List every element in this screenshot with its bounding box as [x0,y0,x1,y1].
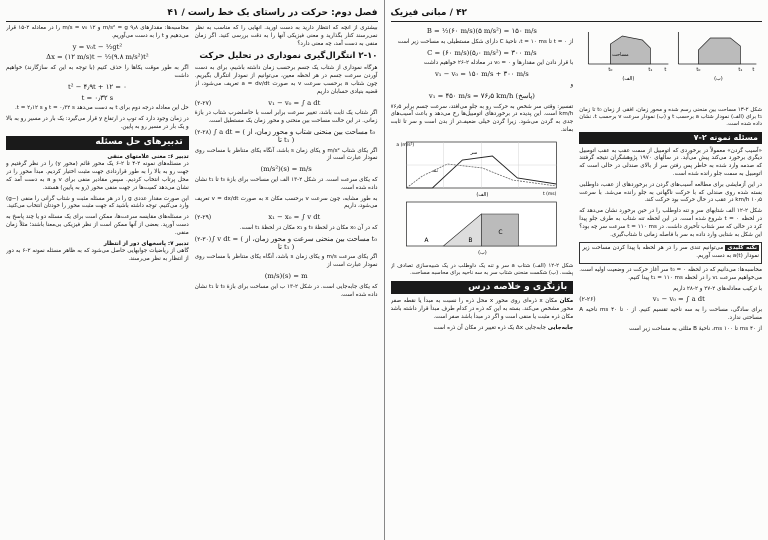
paragraph: اگر شتاب یک ثابت باشد، تغییر سرعت برابر است با حاصلضرب شتاب در بازهٔ زمانی. در این حالت مساحت بین منحنی و محور زمان یک مستطیل است. [194,110,378,125]
paragraph: از ۴۰ ms تا ۱۰۰ ms، ناحیهٔ B مثلثی به مساحت زیر است [629,325,762,332]
region-c-label: C [497,228,503,236]
paragraph: به طور مشابه، چون سرعت v برحسب مکان x به صورت v = dx/dt تعریف می‌شود، داریم [194,195,378,210]
key-idea-text: می‌توانیم تندی سر را در هر لحظه با پیدا کردن مساحت زیر نمودار a(t) به دست آوریم. [582,245,759,260]
equation-text: v₁ − v₀ = ∫ a dt [652,295,705,304]
paragraph: هرگاه نموداری از شتاب یک جسم برحسب زمان داشته باشیم، برای به دست آوردن سرعت جسم در هر لحظه معین، می‌توانیم از نمودار انتگرال بگیریم. چون شتاب a برحسب سرعت v به صورت a = dv/dt تعریف می‌شود، از قضیه بنیادی حسابان داریم [194,65,378,95]
term-position: مکان [559,298,574,305]
term-displacement-text: جابه‌جایی Δx یک ذره تغییر در مکان آن ذره است [433,324,546,331]
paragraph: برای سادگی، مساحت را به سه ناحیه تقسیم کنیم. از ۰ تا ۴۰ ms ناحیه A مساحتی ندارد. [579,307,762,321]
figure-caption: شکل ۲-۱۳ مساحت بین منحنی رسم شده و محور زمان، افقی از زمان t₀ تا زمان t₁ برای (الف) نمودار شتاب a برحسب t و (ب) نمودار سرعت v برحسب t، نشان داده شده است. [579,106,762,127]
equation-2-26 [579,296,762,304]
area-under-curve-figure [579,28,762,100]
equation: Δx = (۱۲ m/s)t − ½(۹.۸ m/s²)t² [46,53,149,62]
paragraph: اگر یکای سرعت m/s و یکای زمان s باشد، آنگاه یکای متناظر با مساحت روی نمودار عبارت است از [194,254,378,269]
panel-a-label: (الف) [475,191,488,198]
y-axis-label: a (m/s²) [395,142,414,148]
summary-displacement [391,325,574,333]
column-1 [579,25,762,536]
x-axis-label: t [664,67,667,73]
paragraph: در مسئله‌های مقایسه سرعت‌ها، ممکن است برای یک مسئله دو یا چند پاسخ به دست آورید. بعضی از آنها ممکن است از نظر فیزیکی بی‌معنا باشند؛ مثلاً زمان منفی. [6,214,189,236]
page-header [6,4,378,22]
equation: v₁ − v₀ = ۱۵۰ m/s + ۳۰۰ m/s [434,70,529,79]
t0-label: t₀ [608,67,613,73]
answer-tag: (پاسخ) [515,91,535,100]
summary-position [391,298,574,321]
acceleration-graphs [391,138,574,256]
paragraph: اگر یکای شتاب m/s² و یکای زمان s باشد، آنگاه یکای متناظر با مساحت روی نمودار عبارت است از [194,147,378,162]
paragraph: بیشتری از آنچه که انتظار دارید به دست آورید. آنهایی را که مناسب به نظر نمی‌رسند کنار بگذارید و معنی فیزیکی آنها را به دقت بررسی کنید. اگر زمان منفی به دست آمد، چه معنی دارد؟ [194,25,378,47]
equation-2-28 [195,129,378,145]
equation-text: v₁ − v₀ = ∫ a dt [268,98,321,107]
figure-2-12 [391,138,574,260]
header-title: ۴۲ / مبانی فیزیک [390,7,468,18]
paragraph: حل این معادله درجه دوم برای t به دست می‌دهد t = ۰٫۳۲ s و t = ۲٫۱۲ s. [14,105,189,112]
equation [391,93,574,101]
paragraph: تفسیر: وقتی سر شخص به حرکت رو به جلو می‌افتد، سرعت جسم برابر ۷۶٫۵ km/h است. این پدیده در برخوردهای اتومبیل‌ها رخ می‌دهد و باعث آسیب‌های جدی به گردن می‌شود. زیرا گردن خیلی ضعیف‌تر از بدن است و سر تا ثابت بماند. [390,103,574,133]
paragraph: از t = ۰ تا t = ۱۰ ms، ناحیهٔ C دارای شکل مستطیلی به مساحت زیر است [397,38,574,45]
paragraph: که یکای جابه‌جایی است. در شکل ۲-۱۳ ب این مساحت برای بازهٔ t₀ تا t₁ نشان داده شده است. [194,283,378,298]
region-a-label: A [423,236,428,244]
paragraph: اگر به طور موقت یکاها را حذف کنیم (با توجه به این که سازگارند) خواهیم داشت [6,65,189,79]
sample-problem-band: مسئله نمونه ۲-۷ [579,132,762,144]
review-summary-band: بازنگری و خلاصه درس [391,281,574,295]
paragraph: در زمان وجود دارد که توپ در ارتفاع y قرار می‌گیرد: یک بار در مسیر رو به بالا و یک بار در مسیر رو به پایین. [6,116,189,130]
equation-text: ∫ v dt = ( مساحت بین منحنی سرعت و محور زمان، از t₀ تا t₁ ) [211,234,378,251]
paragraph: محاسبه‌ها: می‌دانیم که در لحظه t₀ = ۰ سر آغاز حرکت در وضعیت اولیه است. می‌خواهیم سرعت v₁ را در لحظه t₁ = ۱۱۰ ms پیدا کنیم. [579,266,762,281]
equation-number: (۲-۲۸) [194,128,212,136]
paragraph: با قرار دادن این مقدارها و v₀ = ۰ در معادله ۲-۲۶ خواهیم داشت [423,60,574,67]
panel-b-label: (ب) [714,76,723,82]
equation-units: (m/s²)(s) = m/s [260,165,312,174]
column-2 [6,25,189,536]
torso-label: تنه [431,167,438,174]
equation: t² − ۴٫۹t + ۱۲ = ۰ [68,82,127,91]
region-b-label: B [467,236,472,244]
t1-label: t₁ [738,67,743,73]
equation-text: ∫ a dt = ( مساحت بین منحنی شتاب و محور زمان، از t₀ تا t₁ ) [213,127,376,144]
figure-2-13 [579,28,762,104]
section-title: ۲-۱۰ انتگرال‌گیری نموداری در تحلیل حرکت [199,51,378,62]
right-page-columns [391,25,763,536]
x-axis-label: t (ms) [542,191,556,197]
paragraph: در این آزمایشی برای مطالعه آسیب‌های گردن در برخوردهای از عقب، داوطلبی بسته شده روی صندلی که با حرکت ناگهانی به جلو رانده می‌شد. با سرعت ۱۰٫۵ km/h در عقب در حال حرکت بود حرکت کند. [579,181,762,204]
paragraph: در مسئله‌های نمونه ۲-۴ تا ۲-۶ یک محور قائم (محور y) را در نظر گرفتیم و جهت رو به بالا را به طور قراردادی جهت مثبت اختیار کردیم. مبدأ محور را در محل پرتاب انتخاب کردیم. سپس مقادیر منفی برای v و a به دست آمد که نشان می‌دهد کمیت‌ها در جهت منفی محور (رو به پایین) هستند. [6,161,189,191]
equation-2-30 [195,236,378,252]
tactic-7-title: تدبیر ۷: پاسخهای دور از انتظار [103,240,189,247]
equation-units: (m/s)(s) = m [264,271,308,280]
shaded-area-b [699,38,741,64]
paragraph: با ترکیب معادله‌های ۲-۲۷ و ۲-۲۸ داریم [673,285,762,292]
paragraph: گاهی از ریاضیات جوابهایی حاصل می‌شود که به ظاهر مسئله نمونه ۲-۶ به دور از انتظار به نظر می‌رسند. [6,248,189,263]
paragraph: «آسیب گردن» معمولاً در برخوردی که اتومبیل از سمت عقب به عقب اتومبیل دیگری برخورد می‌کند پیش می‌آید. در سالهای ۱۹۷۰ پژوهشگران نتیجه گرفتند که صدمه وارد شده به خاطر پس رفتن سر از بالای صندلی در حالی است که اتومبیل به سمت جلو رانده شده است. [579,147,762,177]
panel-b-label: (ب) [477,249,487,256]
x-axis-label: t [752,67,755,73]
panel-a-label: (الف) [622,76,635,82]
equation: B = ½(۶۰ m/s)(۵ m/s²) = ۱۵۰ m/s [426,27,537,35]
page-header [391,4,763,22]
equation-number: (۲-۲۹) [194,214,212,222]
shaded-area-a [611,36,651,64]
equation-number: (۲-۲۶) [579,296,596,304]
equation-text: v₁ = ۴۵۰ m/s = ۷۶٫۵ km/h [428,91,514,100]
paragraph: که در آن x₀ مکان در لحظهٔ t₀ و x₁ مکان در لحظهٔ t₁ است. [239,224,378,231]
paragraph: این صورت مقدار عددی g را در هر مسئله مثبت و شتاب گرانی را منفی (−g) وارد می‌کنیم. توجه داشته باشید که جهت مثبت محور را خودتان انتخاب می‌کنید. [6,195,189,210]
equation-number: (۲-۲۷) [194,99,212,107]
equation: C = (۶۰ m/s)(۵٫۰ m/s²) = ۳۰۰ m/s [427,48,537,57]
header-title: فصل دوم: حرکت در راستای یک خط راست / ۴۱ [167,7,378,18]
key-idea-box [579,242,762,264]
section-band-problem-solving: تدبیرهای حل مسئله [6,136,189,150]
equation: y = v₀t − ½gt² [72,42,123,51]
paragraph: محاسبه‌ها: مقدارهای ۹٫۸ m/s² = g و ۱۲ m/s = v₀ را در معادله ۲-۱۵ قرار می‌دهیم و t را به دست می‌آوریم. [6,25,189,39]
area-label: مساحت [612,52,629,58]
equation-number: (۲-۳۰) [194,235,212,243]
equation-2-29 [195,214,378,222]
left-page-columns [6,25,378,536]
column-2 [391,25,574,536]
paragraph: و [570,81,574,88]
t0-label: t₀ [696,67,701,73]
equation-text: x₁ − x₀ = ∫ v dt [268,213,321,222]
equation: t = ۰٫۳۲ s [81,93,114,102]
key-idea-label: نکته کلیدی [727,245,758,252]
t1-label: t₁ [648,67,653,73]
page-42 [384,0,768,540]
head-label: سر [469,149,477,156]
paragraph: شکل ۲-۱۲ الف شتابهای سر و تنه داوطلب را در حین برخورد نشان می‌دهد که در لحظه t = ۰ شروع شده است. در این لحظه تنه شتاب به طرف جلو پیدا کرد در حالی که سر شتاب تأخیری داشت. در t = ۱۱۰ ms سرعت سر چه بود؟ این شکل به شتابی وارد داده به سر با فاصله زمانی تا شتاب‌گیری. [579,208,762,238]
column-1 [195,25,378,536]
term-position-text: مکان x ذره‌ای روی محور x محل ذره را نسبت به مبدأ یا نقطه صفر محور مشخص می‌کند. بسته به این که ذره در کدام طرف مبدأ قرار داشته باشد مکان ذره مثبت یا منفی است و اگر در مبدأ باشد صفر است. [390,298,574,320]
paragraph: که یکای سرعت است. در شکل ۲-۱۳ الف این مساحت برای بازهٔ t₀ تا t₁ نشان داده شده است. [194,176,378,191]
term-displacement: جابه‌جایی [547,324,574,331]
equation-2-27 [195,100,378,108]
tactic-6-title: تدبیر ۶: معنی علامتهای منفی [107,153,189,160]
figure-caption: شکل ۲-۱۲ (الف) شتاب a سر و تنه یک داوطلب در یک شبیه‌سازی تصادف از پشت. (ب) شکست منحنی شتاب سر به سه ناحیه برای محاسبه مساحت. [390,262,574,276]
